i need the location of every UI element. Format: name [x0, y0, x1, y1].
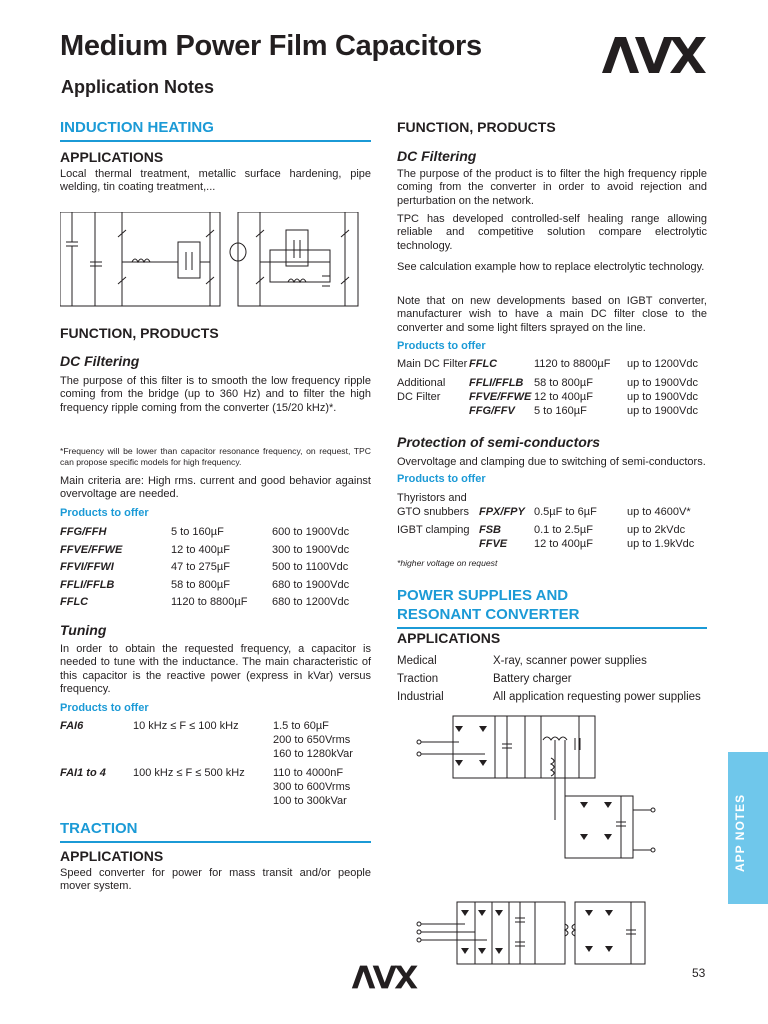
product-capacitance: 47 to 275µF	[171, 561, 230, 573]
row-label: DC Filter	[397, 391, 441, 403]
product-voltage: 300 to 1900Vdc	[272, 543, 350, 556]
side-tab-label: APP NOTES	[733, 793, 747, 872]
right-dc-text-1: The purpose of the product is to filter the high frequency ripple coming from the converter in order to avoid rejection and perturbation on the network.	[397, 168, 707, 207]
product-name: FFVI/FFWI	[60, 561, 114, 573]
product-capacitance: 12 to 400µF	[534, 538, 593, 550]
product-spec-3: 160 to 1280kVar	[273, 748, 353, 760]
app-label: Industrial	[397, 691, 444, 703]
app-value: X-ray, scanner power supplies	[493, 655, 647, 667]
product-voltage: up to 1900Vdc	[627, 377, 698, 389]
induction-applications-heading: APPLICATIONS	[60, 149, 164, 165]
product-name: FFVE	[479, 538, 508, 550]
table-row	[60, 526, 349, 540]
protection-text: Overvoltage and clamping due to switching of semi-conductors.	[397, 456, 706, 468]
app-label: Traction	[397, 673, 439, 685]
induction-applications-text: Local thermal treatment, metallic surface hardening, pipe welding, tin coating treatment,...	[60, 168, 371, 194]
left-products-label: Products to offer	[60, 507, 149, 519]
tuning-heading: Tuning	[60, 622, 107, 638]
left-dc-footnote: *Frequency will be lower than capacitor resonance frequency, on request, TPC can propose specific models for high frequency.	[60, 446, 371, 467]
product-name: FAI1 to 4	[60, 767, 106, 779]
page-number: 53	[692, 966, 706, 980]
product-capacitance: 1120 to 8800µF	[171, 596, 248, 608]
product-capacitance: 5 to 160µF	[171, 526, 224, 538]
right-function-heading: FUNCTION, PRODUCTS	[397, 119, 556, 135]
product-name: FFVE/FFWE	[60, 543, 123, 556]
product-name: FFLI/FFLB	[469, 377, 524, 389]
table-row	[60, 557, 349, 575]
induction-heating-heading: INDUCTION HEATING	[60, 118, 371, 142]
power-supplies-heading	[397, 586, 707, 629]
row-label: Main DC Filter	[397, 358, 468, 370]
app-label: Medical	[397, 655, 437, 667]
product-capacitance: 58 to 800µF	[171, 578, 230, 591]
product-capacitance: 12 to 400µF	[171, 543, 230, 556]
product-voltage: up to 1.9kVdc	[627, 538, 695, 550]
product-capacitance: 0.1 to 2.5µF	[534, 524, 593, 536]
left-dc-filtering-text: The purpose of this filter is to smooth the low frequency ripple coming from the bridge (up to 360 Hz) and to filter the high frequency ripple coming from the converter (15/20 kHz)*.	[60, 375, 371, 414]
footer-avx-logo	[350, 965, 420, 989]
product-voltage: up to 4600V*	[627, 506, 691, 518]
traction-applications-text: Speed converter for power for mass transit and/or people mover system.	[60, 867, 371, 893]
product-name: FPX/FPY	[479, 506, 525, 518]
left-criteria-text: Main criteria are: High rms. current and good behavior against overvoltage are needed.	[60, 475, 371, 501]
product-spec-1: 110 to 4000nF	[273, 767, 344, 779]
product-voltage: up to 2kVdc	[627, 524, 686, 536]
table-row	[60, 592, 349, 610]
product-name: FFLC	[469, 358, 498, 370]
product-voltage: up to 1200Vdc	[627, 358, 698, 370]
product-capacitance: 0.5µF to 6µF	[534, 506, 597, 518]
protection-heading: Protection of semi-conductors	[397, 434, 601, 450]
protection-footnote: *higher voltage on request	[397, 558, 498, 568]
left-function-heading: FUNCTION, PRODUCTS	[60, 325, 219, 341]
right-dc-text-2: TPC has developed controlled-self healing range allowing reliable and competitive solution compare electrolytic technology.	[397, 213, 707, 252]
app-notes-side-tab	[728, 752, 768, 904]
right-products-label: Products to offer	[397, 340, 486, 352]
power-heading-line-1: POWER SUPPLIES AND	[397, 587, 569, 604]
product-capacitance: 5 to 160µF	[534, 405, 587, 417]
avx-logo	[602, 36, 707, 74]
product-name: FFG/FFH	[60, 526, 107, 538]
row-label: Thyristors and	[397, 492, 467, 504]
page-title: Medium Power Film Capacitors	[60, 30, 482, 62]
power-heading-line-2: RESONANT CONVERTER	[397, 606, 580, 623]
product-voltage: 600 to 1900Vdc	[272, 526, 350, 538]
product-name: FFVE/FFWE	[469, 391, 532, 403]
product-voltage: 680 to 1200Vdc	[272, 596, 350, 608]
product-frequency: 10 kHz ≤ F ≤ 100 kHz	[133, 720, 239, 732]
product-name: FSB	[479, 524, 501, 536]
traction-applications-heading: APPLICATIONS	[60, 848, 164, 864]
row-label: Additional	[397, 377, 446, 389]
right-dc-text-3: See calculation example how to replace electrolytic technology.	[397, 261, 705, 273]
induction-circuit-diagram	[60, 212, 371, 308]
row-label: GTO snubbers	[397, 506, 469, 518]
traction-circuit-diagram	[415, 896, 665, 968]
product-name: FFLC	[60, 596, 89, 608]
product-voltage: up to 1900Vdc	[627, 391, 698, 403]
product-voltage: 680 to 1900Vdc	[272, 578, 350, 591]
table-row	[60, 540, 349, 558]
table-row	[60, 575, 349, 593]
app-value: All application requesting power supplies	[493, 691, 701, 703]
product-spec-3: 100 to 300kVar	[273, 795, 347, 807]
tuning-products-label: Products to offer	[60, 702, 149, 714]
dc-products-table	[60, 526, 349, 610]
right-dc-filtering-heading: DC Filtering	[397, 148, 477, 164]
product-spec-2: 300 to 600Vrms	[273, 781, 351, 793]
right-dc-text-4: Note that on new developments based on IGBT converter, manufacturer wish to have a main DC filter close to the converter and some light filters sprayed on the line.	[397, 295, 707, 334]
product-voltage: 500 to 1100Vdc	[272, 561, 349, 573]
product-frequency: 100 kHz ≤ F ≤ 500 kHz	[133, 767, 245, 779]
product-spec-2: 200 to 650Vrms	[273, 734, 351, 746]
protection-products-label: Products to offer	[397, 473, 486, 485]
power-supply-circuit-diagram	[415, 710, 665, 860]
product-capacitance: 58 to 800µF	[534, 377, 593, 389]
product-name: FAI6	[60, 720, 84, 732]
power-applications-heading: APPLICATIONS	[397, 630, 501, 646]
row-label: IGBT clamping	[397, 524, 470, 536]
product-name: FFG/FFV	[469, 405, 515, 417]
tuning-text: In order to obtain the requested frequency, a capacitor is needed to tune with the inductance. The main characteristic of this capacitor is the reactive power (express in kVar) versus frequency.	[60, 643, 371, 696]
product-voltage: up to 1900Vdc	[627, 405, 698, 417]
product-spec-1: 1.5 to 60µF	[273, 720, 329, 732]
page-subtitle: Application Notes	[61, 77, 215, 97]
product-capacitance: 1120 to 8800µF	[534, 358, 611, 370]
traction-heading: TRACTION	[60, 819, 371, 843]
app-value: Battery charger	[493, 673, 572, 685]
product-name: FFLI/FFLB	[60, 578, 115, 591]
left-dc-filtering-heading: DC Filtering	[60, 353, 140, 369]
product-capacitance: 12 to 400µF	[534, 391, 593, 403]
